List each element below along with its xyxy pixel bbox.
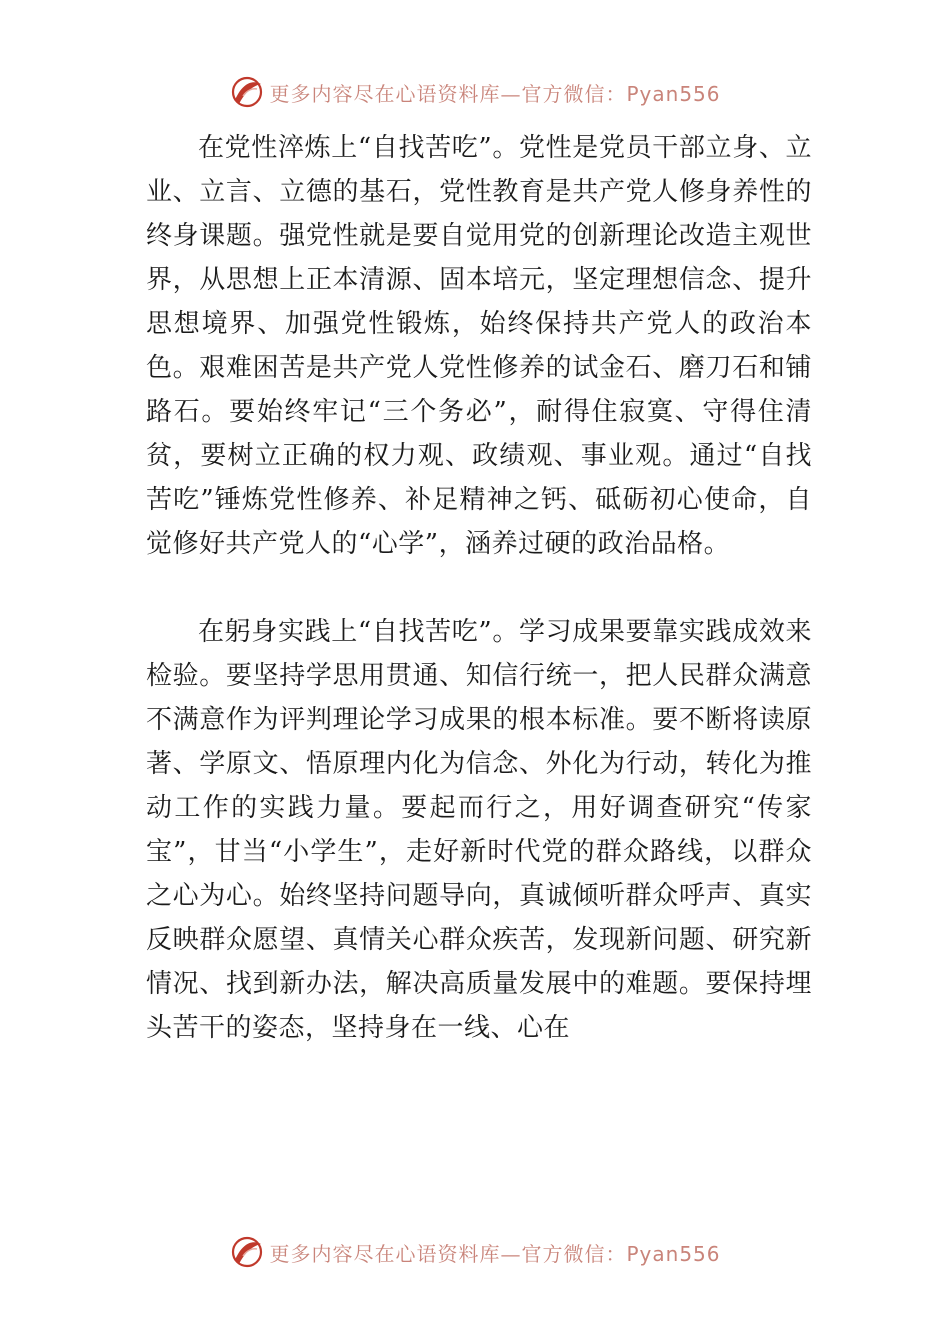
banner-slogan: 更多内容尽在心语资料库—官方微信： [269, 81, 627, 106]
paragraph-practice: 在躬身实践上“自找苦吃”。学习成果要靠实践成效来检验。要坚持学思用贯通、知信行统一，把人民群众满意不满意作为评判理论学习成果的根本标准。要不断将读原著、学原文、悟原理内化为信念、外化为行动，转化为推动工作的实践力量。要起而行之，用好调查研究“传家宝”，甘当“小学生”，走好新时代党的群众路线，以群众之心为心。始终坚持问题导向，真诚倾听群众呼声、真实反映群众愿望、真情关心群众疾苦，发现新问题、研究新情况、找到新办法，解决高质量发展中的难题。要保持埋头苦干的姿态，坚持身在一线、心在 [146, 617, 812, 1043]
footer-banner [0, 1232, 950, 1272]
paragraph-party-spirit: 在党性淬炼上“自找苦吃”。党性是党员干部立身、立业、立言、立德的基石，党性教育是共产党人修身养性的终身课题。强党性就是要自觉用党的创新理论改造主观世界，从思想上正本清源、固本培元，坚定理想信念、提升思想境界、加强党性锻炼，始终保持共产党人的政治本色。艰难困苦是共产党人党性修养的试金石、磨刀石和铺路石。要始终牢记“三个务必”，耐得住寂寞、守得住清贫，要树立正确的权力观、政绩观、事业观。通过“自找苦吃”锤炼党性修养、补足精神之钙、砥砺初心使命，自觉修好共产党人的“心学”，涵养过硬的政治品格。 [146, 133, 812, 559]
banner-text [269, 78, 720, 107]
banner-slogan: 更多内容尽在心语资料库—官方微信： [269, 1241, 627, 1266]
wechat-id: Pyan556 [626, 1241, 721, 1266]
brand-logo-icon [229, 74, 265, 110]
brand-logo-icon [229, 1234, 265, 1270]
header-banner [0, 72, 950, 112]
banner-text [269, 1238, 720, 1267]
wechat-id: Pyan556 [626, 81, 721, 106]
document-body [146, 126, 812, 1050]
